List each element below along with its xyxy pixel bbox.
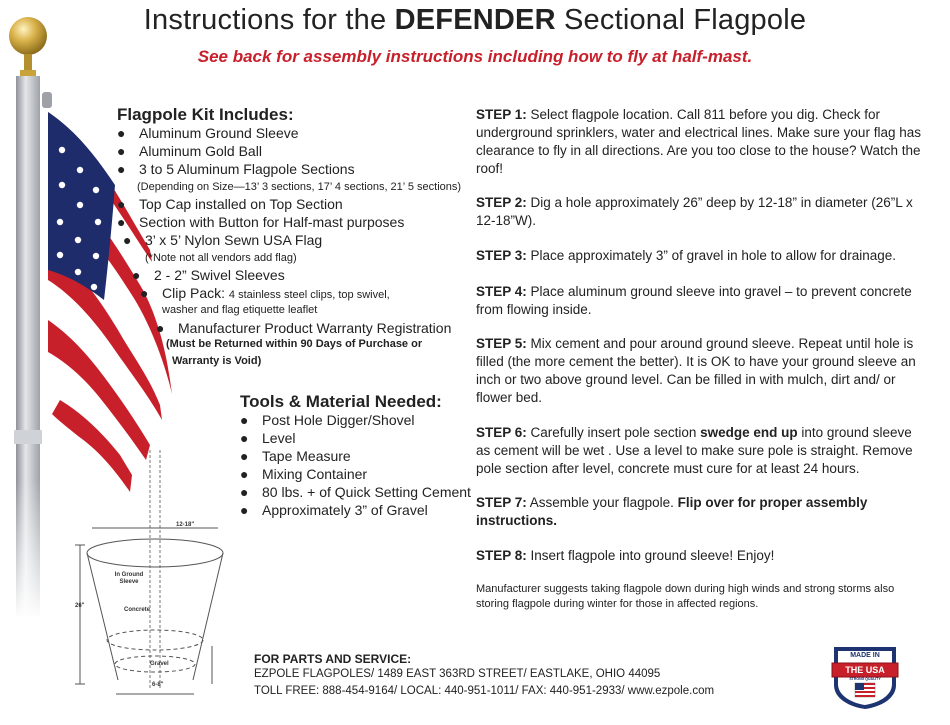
kit-item xyxy=(117,161,355,177)
kit-item xyxy=(140,285,390,301)
step-4 xyxy=(476,283,928,319)
step-text: Select flagpole location. Call 811 before you dig. Check for underground sprinklers, water and electrical lines. Make sure your flag has clearance to fly in all directions. Are you too close to the house? Watch the roof! xyxy=(476,107,921,176)
hole-diagram xyxy=(75,450,223,694)
step-text: Dig a hole approximately 26” deep by 12-18” in diameter (26”L x 12-18”W). xyxy=(476,195,913,228)
step-label: STEP 2: xyxy=(476,195,527,210)
step-label: STEP 3: xyxy=(476,248,527,263)
tool-item xyxy=(240,502,428,518)
badge-line3: STRONG QUALITY xyxy=(849,677,881,681)
step-label: STEP 6: xyxy=(476,425,527,440)
kit-item xyxy=(117,143,262,159)
step-2 xyxy=(476,194,928,230)
step-bold-text: swedge end up xyxy=(700,425,798,440)
bullet-icon: ● xyxy=(117,196,126,212)
kit-item xyxy=(117,125,299,141)
step-text: Insert flagpole into ground sleeve! Enjoy! xyxy=(526,548,775,563)
step-3 xyxy=(476,247,928,265)
kit-item xyxy=(132,267,285,283)
kit-item-label: 2 - 2” Swivel Sleeves xyxy=(154,267,285,283)
bullet-icon: ● xyxy=(240,448,249,464)
clip-detail-2: washer and flag etiquette leaflet xyxy=(162,304,318,316)
bullet-icon: ● xyxy=(240,466,249,482)
kit-item-label: Top Cap installed on Top Section xyxy=(139,196,343,212)
step-text: Assemble your flagpole. xyxy=(526,495,678,510)
kit-heading: Flagpole Kit Includes: xyxy=(117,105,294,124)
tool-item-label: Tape Measure xyxy=(262,448,351,464)
step-text: Mix cement and pour around ground sleeve. Repeat until hole is filled (the more cement the better). It is OK to have your ground sleeve an inch or two above ground level. Can be filled in with mulch, dirt and/ or flower bed. xyxy=(476,336,916,405)
step-6 xyxy=(476,424,928,478)
tool-item xyxy=(240,430,295,446)
bullet-icon: ● xyxy=(117,125,126,141)
tool-item-label: Mixing Container xyxy=(262,466,368,482)
step-label: STEP 7: xyxy=(476,495,527,510)
kit-item-label: Aluminum Ground Sleeve xyxy=(139,125,299,141)
kit-sections-note: (Depending on Size—13’ 3 sections, 17’ 4 sections, 21’ 5 sections) xyxy=(137,181,462,193)
parts-heading: FOR PARTS AND SERVICE: xyxy=(254,652,412,666)
bullet-icon: ● xyxy=(132,267,141,283)
page-subtitle: See back for assembly instructions including how to fly at half-mast. xyxy=(197,47,753,66)
badge-line2: THE USA xyxy=(845,665,885,675)
badge-line1: MADE IN xyxy=(850,652,880,659)
diagram-sleeve-text: In Ground Sleeve xyxy=(114,572,144,585)
step-1 xyxy=(476,106,928,178)
kit-item-label: Clip Pack: xyxy=(162,285,226,301)
diagram-width-bottom-label: 6-8" xyxy=(152,682,164,688)
kit-item-label: Aluminum Gold Ball xyxy=(139,143,262,159)
kit-flag-note: (*Note not all vendors add flag) xyxy=(145,252,297,264)
made-in-usa-badge xyxy=(830,641,900,711)
bullet-icon: ● xyxy=(240,502,249,518)
bullet-icon: ● xyxy=(140,285,149,301)
kit-item-label: Section with Button for Half-mast purposes xyxy=(139,214,405,230)
step-label: STEP 1: xyxy=(476,107,527,122)
diagram-gravel-label: Gravel xyxy=(150,661,169,667)
warranty-note-1: (Must be Returned within 90 Days of Purchase or xyxy=(166,338,423,350)
step-text: into ground sleeve as cement will be wet . Use a level to make sure pole is straight. Remove pole section after level, concrete must cure for at least 24 hours. xyxy=(476,425,913,476)
step-8 xyxy=(476,547,928,565)
title-suffix: Sectional Flagpole xyxy=(555,4,807,36)
step-text: Carefully insert pole section xyxy=(526,425,701,440)
tool-item xyxy=(240,412,415,428)
kit-item-label: Manufacturer Product Warranty Registration xyxy=(178,320,452,336)
bullet-icon: ● xyxy=(156,320,165,336)
bullet-icon: ● xyxy=(240,430,249,446)
kit-item xyxy=(123,232,322,248)
step-7 xyxy=(476,494,928,530)
step-bold-text: Flip over for proper assembly instructions. xyxy=(476,495,868,528)
step-text: Place aluminum ground sleeve into gravel – to prevent concrete from flowing inside. xyxy=(476,284,912,317)
tool-item-label: 80 lbs. + of Quick Setting Cement xyxy=(262,484,471,500)
step-5 xyxy=(476,335,928,407)
bullet-icon: ● xyxy=(117,214,126,230)
step-label: STEP 4: xyxy=(476,284,527,299)
kit-item-label: 3 to 5 Aluminum Flagpole Sections xyxy=(139,161,355,177)
parts-phone: TOLL FREE: 888-454-9164/ LOCAL: 440-951-1011/ FAX: 440-951-2933/ www.ezpole.com xyxy=(254,685,715,697)
title-brand: DEFENDER xyxy=(394,4,556,36)
bullet-icon: ● xyxy=(240,412,249,428)
tool-item-label: Post Hole Digger/Shovel xyxy=(262,412,415,428)
page-title xyxy=(0,4,950,37)
step-text: Place approximately 3” of gravel in hole to allow for drainage. xyxy=(526,248,896,263)
bullet-icon: ● xyxy=(117,161,126,177)
tool-item-label: Level xyxy=(262,430,296,446)
tool-item xyxy=(240,484,471,500)
footnote: Manufacturer suggests taking flagpole down during high winds and strong storms also storing flagpole during winter for those in affected regions. xyxy=(476,583,895,610)
bullet-icon: ● xyxy=(117,143,126,159)
bullet-icon: ● xyxy=(240,484,249,500)
clip-detail-1: 4 stainless steel clips, top swivel, xyxy=(228,289,390,301)
warranty-note-2: Warranty is Void) xyxy=(172,355,262,367)
kit-item xyxy=(117,214,404,230)
kit-item xyxy=(156,320,451,336)
diagram-width-top-label: 12-18" xyxy=(176,522,195,528)
step-label: STEP 5: xyxy=(476,336,527,351)
diagram-depth-label: 26" xyxy=(75,603,85,609)
tool-item xyxy=(240,448,351,464)
title-prefix: Instructions for the xyxy=(143,4,395,36)
kit-item xyxy=(117,196,343,212)
step-label: STEP 8: xyxy=(476,548,527,563)
diagram-sleeve-label xyxy=(112,572,146,586)
parts-address: EZPOLE FLAGPOLES/ 1489 EAST 363RD STREET/ EASTLAKE, OHIO 44095 xyxy=(254,668,661,680)
diagram-concrete-label: Concrete xyxy=(124,607,151,613)
bullet-icon: ● xyxy=(123,232,132,248)
tool-item xyxy=(240,466,367,482)
kit-item-label: 3’ x 5’ Nylon Sewn USA Flag xyxy=(145,232,323,248)
tools-heading: Tools & Material Needed: xyxy=(240,392,442,411)
tool-item-label: Approximately 3” of Gravel xyxy=(262,502,428,518)
